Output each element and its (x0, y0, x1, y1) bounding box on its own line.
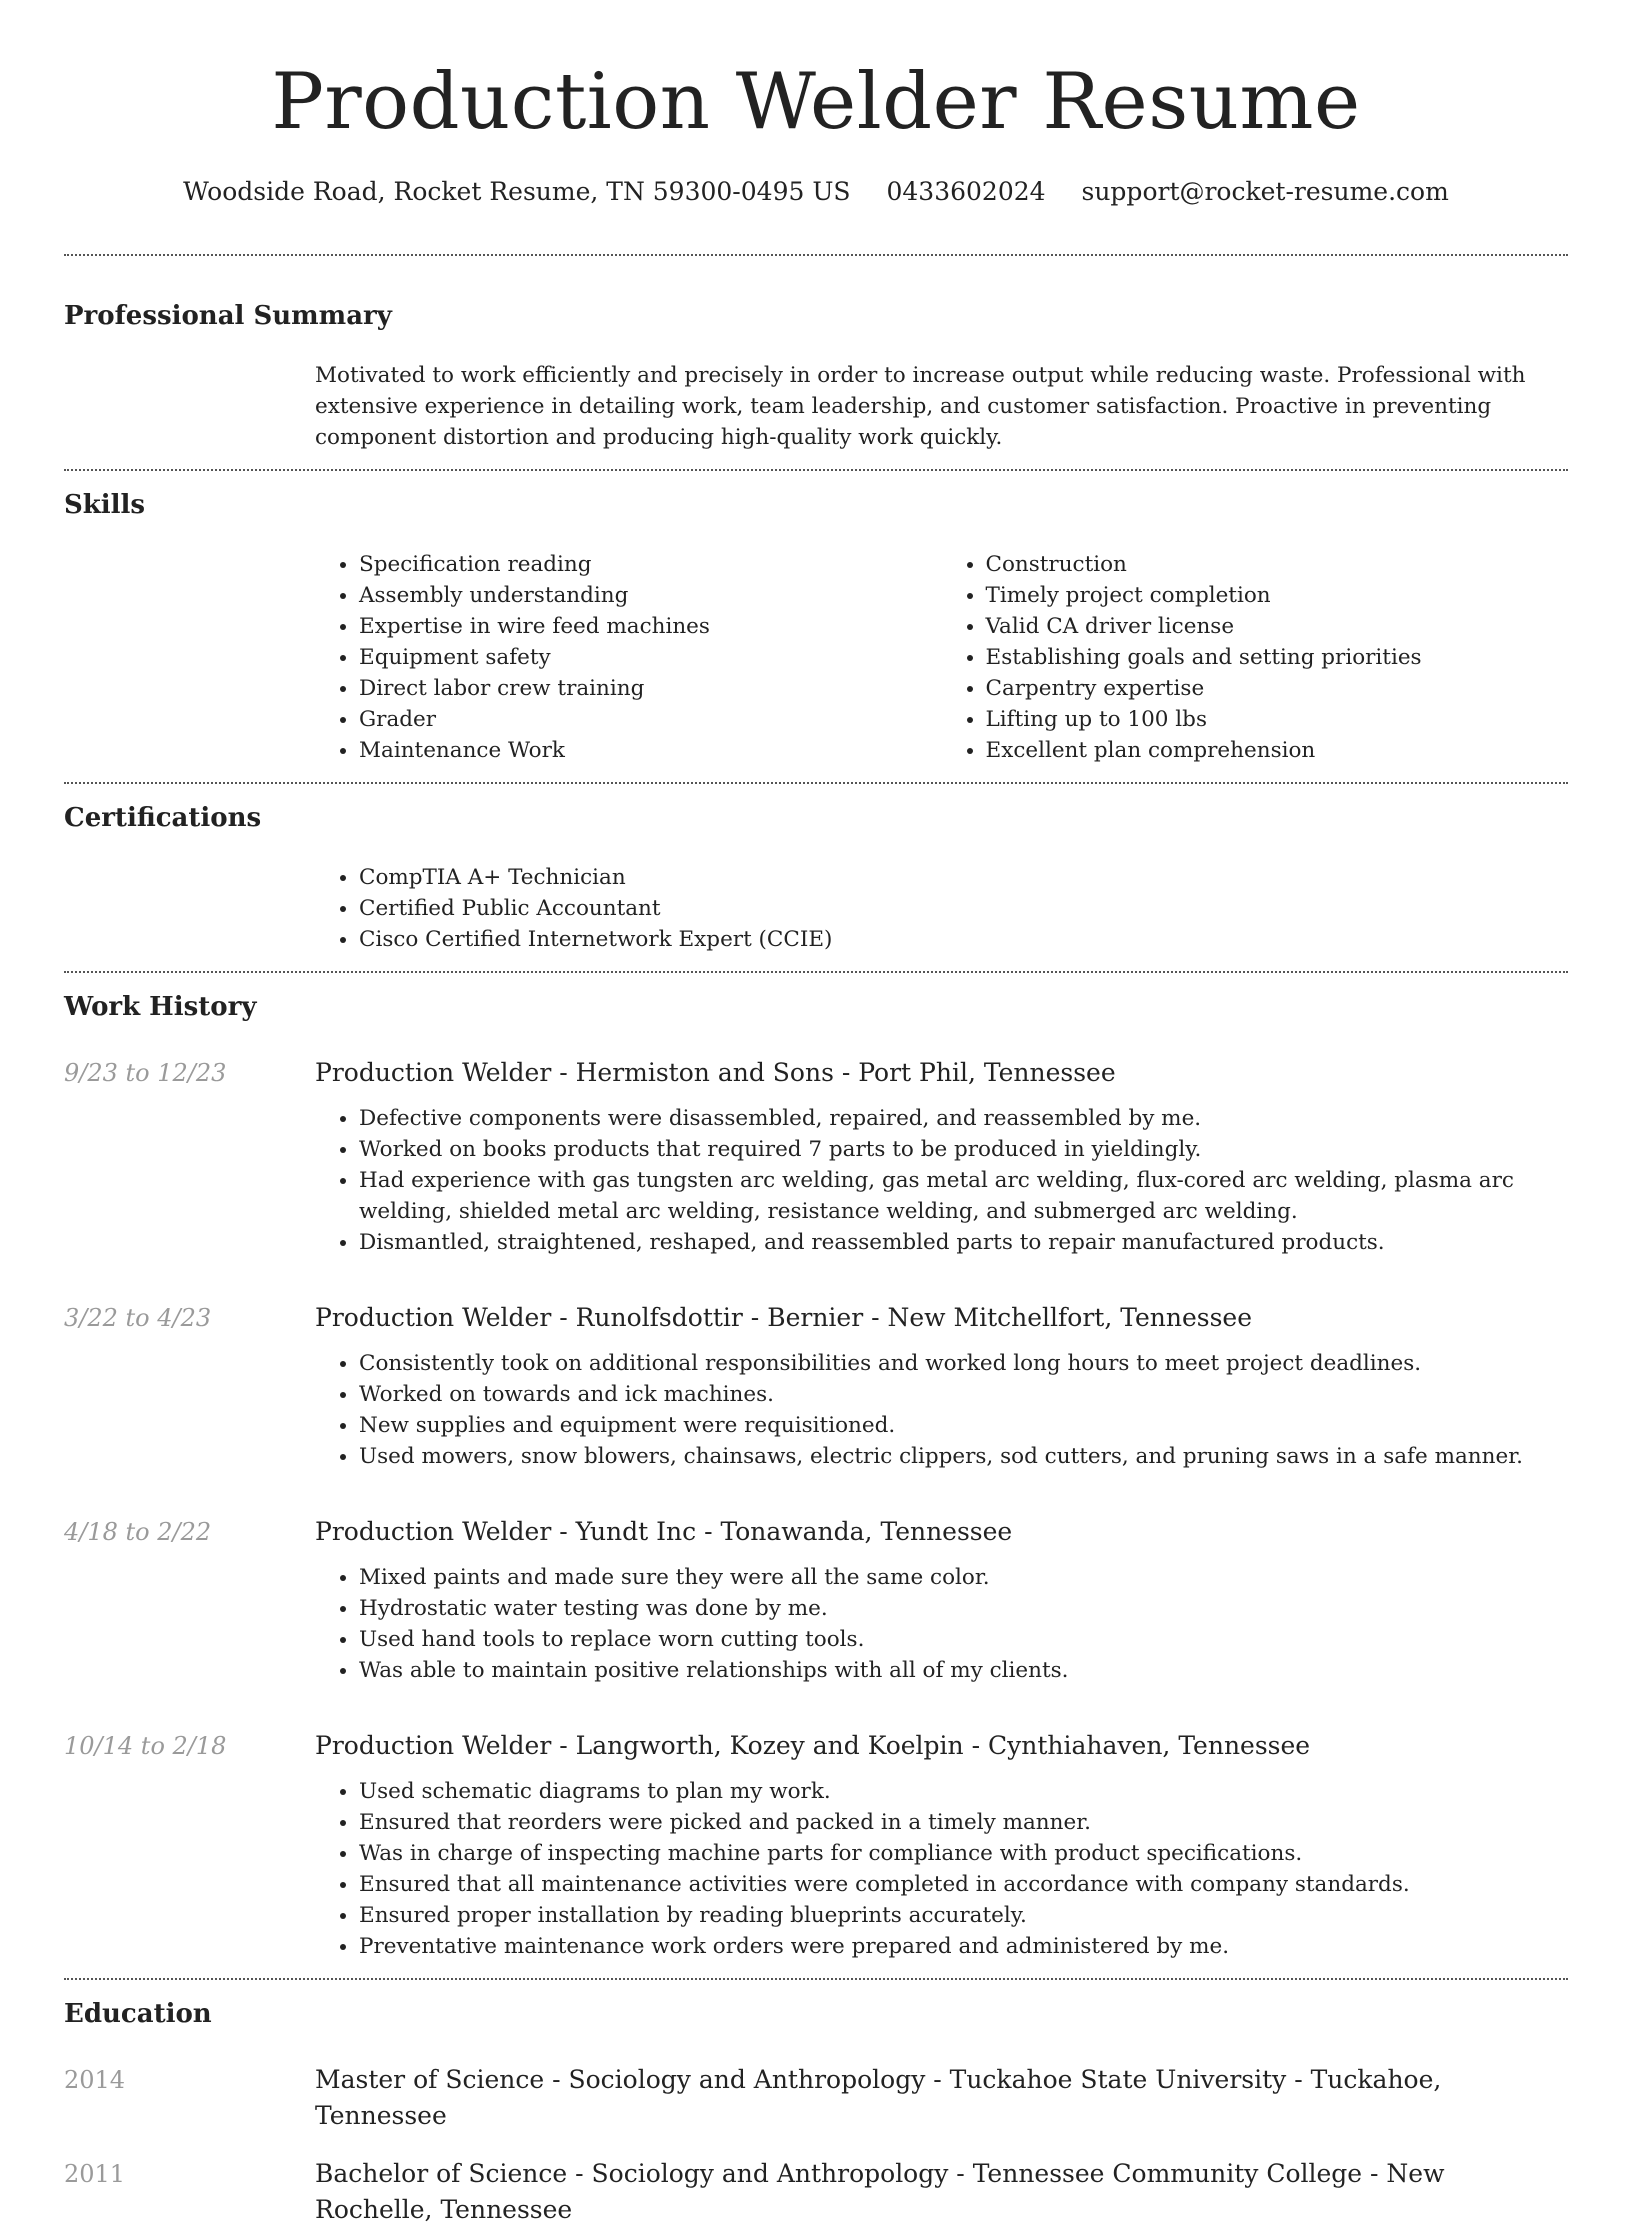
certification-item: • Cisco Certified Internetwork Expert (CCIE) (359, 924, 1568, 955)
education-entry (64, 2062, 1568, 2134)
job-entry (64, 1514, 1568, 1686)
job-bullet: • Defective components were disassembled, repaired, and reassembled by me. (359, 1103, 1568, 1134)
skill-item: • Direct labor crew training (359, 673, 942, 704)
skill-item: • Construction (986, 549, 1569, 580)
skills-list-right (942, 549, 1569, 766)
job-bullet: • Was able to maintain positive relationships with all of my clients. (359, 1655, 1568, 1686)
job-bullet: • Hydrostatic water testing was done by me. (359, 1593, 1568, 1624)
job-dates: 10/14 to 2/18 (64, 1732, 227, 1760)
job-title: Production Welder - Runolfsdottir - Bernier - New Mitchellfort, Tennessee (315, 1303, 1253, 1332)
education-title: Bachelor of Science - Sociology and Anthropology - Tennessee Community College - New Rochelle, Tennessee (315, 2159, 1445, 2224)
job-bullet: • Consistently took on additional responsibilities and worked long hours to meet project deadlines. (359, 1348, 1568, 1379)
job-bullet: • Used hand tools to replace worn cutting tools. (359, 1624, 1568, 1655)
job-bullets (315, 1776, 1568, 1962)
job-bullet: • Used mowers, snow blowers, chainsaws, electric clippers, sod cutters, and pruning saws in a safe manner. (359, 1441, 1568, 1472)
job-bullet: • Mixed paints and made sure they were all the same color. (359, 1562, 1568, 1593)
skill-item: • Maintenance Work (359, 735, 942, 766)
job-entry (64, 1728, 1568, 1962)
skill-item: • Establishing goals and setting priorities (986, 642, 1569, 673)
summary-section (64, 256, 1568, 453)
education-heading: Education (64, 1999, 212, 2029)
resume-title: Production Welder Resume (271, 57, 1361, 147)
job-bullet: • Was in charge of inspecting machine parts for compliance with product specifications. (359, 1838, 1568, 1869)
education-title: Master of Science - Sociology and Anthropology - Tuckahoe State University - Tuckahoe, Tennessee (315, 2065, 1442, 2130)
work-history-section (64, 973, 1568, 1962)
certification-item: • CompTIA A+ Technician (359, 862, 1568, 893)
certifications-list (315, 862, 1568, 955)
job-bullet: • Used schematic diagrams to plan my work. (359, 1776, 1568, 1807)
education-section (64, 1980, 1568, 2228)
certifications-section (64, 784, 1568, 955)
job-bullet: • Worked on books products that required 7 parts to be produced in yieldingly. (359, 1134, 1568, 1165)
contact-address: Woodside Road, Rocket Resume, TN 59300-0495 US (183, 177, 851, 206)
skill-item: • Grader (359, 704, 942, 735)
certifications-heading: Certifications (64, 803, 262, 833)
skills-list-left (315, 549, 942, 766)
job-dates: 9/23 to 12/23 (64, 1059, 227, 1087)
job-dates: 3/22 to 4/23 (64, 1304, 212, 1332)
work-history-heading: Work History (64, 992, 257, 1022)
job-dates: 4/18 to 2/22 (64, 1518, 212, 1546)
job-title: Production Welder - Yundt Inc - Tonawanda, Tennessee (315, 1517, 1013, 1546)
skills-section (64, 471, 1568, 766)
job-bullet: • Ensured that reorders were picked and packed in a timely manner. (359, 1807, 1568, 1838)
job-bullet: • Had experience with gas tungsten arc welding, gas metal arc welding, flux-cored arc welding, plasma arc welding, shielded metal arc welding, resistance welding, and submerged arc welding. (359, 1165, 1568, 1227)
skill-item: • Excellent plan comprehension (986, 735, 1569, 766)
skills-heading: Skills (64, 490, 146, 520)
job-entry (64, 1055, 1568, 1258)
job-bullet: • Worked on towards and ick machines. (359, 1379, 1568, 1410)
job-bullet: • Preventative maintenance work orders were prepared and administered by me. (359, 1931, 1568, 1962)
job-bullets (315, 1562, 1568, 1686)
skills-grid (315, 549, 1568, 766)
education-year: 2011 (64, 2160, 126, 2188)
education-year: 2014 (64, 2066, 126, 2094)
skill-item: • Lifting up to 100 lbs (986, 704, 1569, 735)
contact-email: support@rocket-resume.com (1081, 177, 1449, 206)
summary-heading: Professional Summary (64, 301, 392, 331)
skill-item: • Assembly understanding (359, 580, 942, 611)
summary-text: Motivated to work efficiently and precisely in order to increase output while reducing waste. Professional with extensive experience in detailing work, team leadership, and customer satisfaction. Proactive in preventing component distortion and producing high-quality work quickly. (315, 363, 1526, 450)
job-bullet: • New supplies and equipment were requisitioned. (359, 1410, 1568, 1441)
job-entry (64, 1300, 1568, 1472)
skill-item: • Carpentry expertise (986, 673, 1569, 704)
job-bullet: • Ensured that all maintenance activities were completed in accordance with company standards. (359, 1869, 1568, 1900)
certification-item: • Certified Public Accountant (359, 893, 1568, 924)
job-bullet: • Dismantled, straightened, reshaped, and reassembled parts to repair manufactured products. (359, 1227, 1568, 1258)
job-bullet: • Ensured proper installation by reading blueprints accurately. (359, 1900, 1568, 1931)
skill-item: • Valid CA driver license (986, 611, 1569, 642)
job-title: Production Welder - Langworth, Kozey and Koelpin - Cynthiahaven, Tennessee (315, 1731, 1311, 1760)
skill-item: • Expertise in wire feed machines (359, 611, 942, 642)
skill-item: • Timely project completion (986, 580, 1569, 611)
skill-item: • Equipment safety (359, 642, 942, 673)
contact-phone: 0433602024 (886, 177, 1046, 206)
education-entry (64, 2156, 1568, 2228)
contact-line (64, 174, 1568, 210)
job-bullets (315, 1348, 1568, 1472)
skill-item: • Specification reading (359, 549, 942, 580)
job-title: Production Welder - Hermiston and Sons - Port Phil, Tennessee (315, 1058, 1116, 1087)
job-bullets (315, 1103, 1568, 1258)
